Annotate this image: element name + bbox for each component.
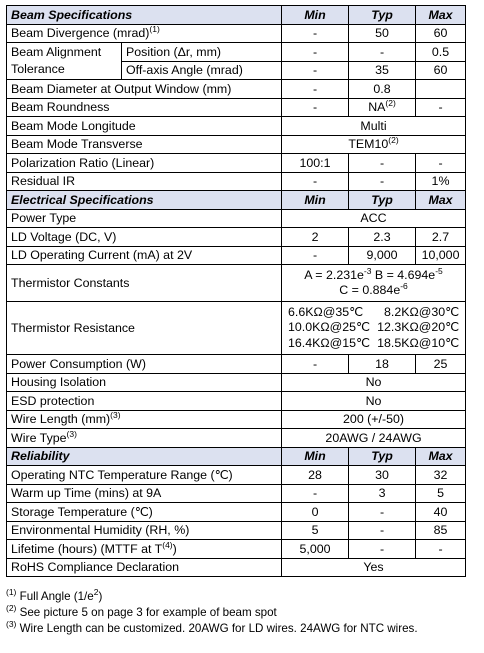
beam-section-header bbox=[7, 6, 466, 25]
table-row bbox=[7, 410, 466, 429]
footnote-mark: (1) bbox=[6, 587, 17, 598]
exponent: -6 bbox=[400, 280, 408, 291]
table-row bbox=[7, 521, 466, 540]
constant-a: A = 2.231e bbox=[304, 267, 364, 282]
max-value: 60 bbox=[416, 24, 466, 43]
row-label: Beam Alignment Tolerance bbox=[7, 43, 122, 80]
resistance-point: 10.0KΩ@25℃ bbox=[288, 320, 370, 335]
spanned-value bbox=[282, 135, 466, 154]
min-value: - bbox=[282, 172, 349, 191]
table-row bbox=[7, 246, 466, 265]
row-label: LD Voltage (DC, V) bbox=[7, 228, 282, 247]
max-value: 10,000 bbox=[416, 246, 466, 265]
row-label: Housing Isolation bbox=[7, 373, 282, 392]
row-label: Thermistor Resistance bbox=[7, 302, 282, 355]
typ-value: 35 bbox=[349, 61, 416, 80]
spanned-value: 20AWG / 24AWG bbox=[282, 429, 466, 448]
footnote-mark: (1) bbox=[149, 24, 160, 35]
sub-label: Off-axis Angle (mrad) bbox=[122, 61, 282, 80]
row-label: Operating NTC Temperature Range (℃) bbox=[7, 466, 282, 485]
max-value: 25 bbox=[416, 355, 466, 374]
label-text: Lifetime (hours) (MTTF at T bbox=[11, 541, 163, 556]
min-value: 5 bbox=[282, 521, 349, 540]
table-row bbox=[7, 355, 466, 374]
spanned-value: 200 (+/-50) bbox=[282, 410, 466, 429]
max-value: 0.5 bbox=[416, 43, 466, 62]
max-column-header: Max bbox=[416, 447, 466, 466]
row-label: ESD protection bbox=[7, 392, 282, 411]
row-label: Thermistor Constants bbox=[7, 265, 282, 302]
min-value: 0 bbox=[282, 503, 349, 522]
min-value: - bbox=[282, 484, 349, 503]
footnote-text: Wire Length can be customized. 20AWG for LD wires. 24AWG for NTC wires. bbox=[16, 622, 418, 635]
row-label: Residual IR bbox=[7, 172, 282, 191]
row-label bbox=[7, 410, 282, 429]
resistance-line bbox=[286, 336, 461, 352]
min-value: - bbox=[282, 43, 349, 62]
reliability-section-title: Reliability bbox=[7, 447, 282, 466]
label-text: Wire Length (mm) bbox=[11, 412, 111, 427]
footnotes bbox=[6, 589, 418, 637]
constants-line-c bbox=[286, 280, 461, 299]
beam-section-title: Beam Specifications bbox=[7, 6, 282, 25]
footnote-text-end: ) bbox=[98, 590, 103, 603]
min-value: - bbox=[282, 24, 349, 43]
typ-value: - bbox=[349, 172, 416, 191]
label-text-end: ) bbox=[172, 541, 177, 556]
resistance-point: 18.5KΩ@10℃ bbox=[377, 335, 460, 350]
spanned-value: Multi bbox=[282, 117, 466, 136]
row-label: Warm up Time (mins) at 9A bbox=[7, 484, 282, 503]
typ-value bbox=[349, 98, 416, 117]
max-value bbox=[416, 80, 466, 99]
max-value: - bbox=[416, 154, 466, 173]
typ-value: - bbox=[349, 43, 416, 62]
row-label bbox=[7, 540, 282, 559]
row-label bbox=[7, 429, 282, 448]
exponent: -5 bbox=[435, 265, 443, 276]
table-row bbox=[7, 135, 466, 154]
row-label: Beam Diameter at Output Window (mm) bbox=[7, 80, 282, 99]
footnote-mark: (3) bbox=[66, 428, 77, 439]
max-value: 32 bbox=[416, 466, 466, 485]
table-row bbox=[7, 392, 466, 411]
sub-label: Position (Δr, mm) bbox=[122, 43, 282, 62]
min-value: 100:1 bbox=[282, 154, 349, 173]
max-value: 85 bbox=[416, 521, 466, 540]
resistance-line bbox=[286, 305, 461, 321]
resistance-point: 6.6KΩ@35℃ bbox=[288, 304, 364, 319]
footnote-mark: (3) bbox=[110, 410, 121, 421]
min-column-header: Min bbox=[282, 191, 349, 210]
label-text: Wire Type bbox=[11, 430, 67, 445]
table-row bbox=[7, 540, 466, 559]
table-row bbox=[7, 117, 466, 136]
min-value: - bbox=[282, 246, 349, 265]
typ-value: 18 bbox=[349, 355, 416, 374]
max-value: 2.7 bbox=[416, 228, 466, 247]
min-value: - bbox=[282, 355, 349, 374]
row-label bbox=[7, 24, 282, 43]
typ-value: - bbox=[349, 503, 416, 522]
footnote-2 bbox=[6, 605, 418, 621]
typ-value: 3 bbox=[349, 484, 416, 503]
row-label: Storage Temperature (℃) bbox=[7, 503, 282, 522]
row-label: Power Type bbox=[7, 209, 282, 228]
row-label: Beam Roundness bbox=[7, 98, 282, 117]
electrical-section-title: Electrical Specifications bbox=[7, 191, 282, 210]
resistance-point: 12.3KΩ@20℃ bbox=[377, 320, 460, 335]
resistance-point: 16.4KΩ@15℃ bbox=[288, 335, 370, 350]
max-column-header: Max bbox=[416, 191, 466, 210]
typ-value: 50 bbox=[349, 24, 416, 43]
row-label: LD Operating Current (mA) at 2V bbox=[7, 246, 282, 265]
table-row bbox=[7, 265, 466, 302]
min-value: 5,000 bbox=[282, 540, 349, 559]
electrical-section-header bbox=[7, 191, 466, 210]
max-value: 5 bbox=[416, 484, 466, 503]
footnote-text: See picture 5 on page 3 for example of beam spot bbox=[16, 606, 277, 619]
typ-value: 2.3 bbox=[349, 228, 416, 247]
reliability-section-header bbox=[7, 447, 466, 466]
row-label: Beam Mode Transverse bbox=[7, 135, 282, 154]
constant-c: C = 0.884e bbox=[339, 283, 401, 297]
row-label: Environmental Humidity (RH, %) bbox=[7, 521, 282, 540]
typ-value: 9,000 bbox=[349, 246, 416, 265]
table-row bbox=[7, 302, 466, 355]
table-row bbox=[7, 429, 466, 448]
max-value: - bbox=[416, 540, 466, 559]
thermistor-resistance-value bbox=[282, 302, 466, 355]
spanned-value: No bbox=[282, 373, 466, 392]
min-value: 28 bbox=[282, 466, 349, 485]
table-row bbox=[7, 80, 466, 99]
typ-value: - bbox=[349, 540, 416, 559]
footnote-mark: (2) bbox=[388, 135, 399, 146]
footnote-1 bbox=[6, 589, 418, 605]
table-row bbox=[7, 373, 466, 392]
table-row bbox=[7, 43, 466, 62]
footnote-mark: (4) bbox=[162, 539, 173, 550]
max-value: - bbox=[416, 98, 466, 117]
spanned-value: Yes bbox=[282, 558, 466, 577]
typ-value: 0.8 bbox=[349, 80, 416, 99]
table-row bbox=[7, 466, 466, 485]
footnote-mark: (3) bbox=[6, 619, 17, 630]
typ-value: - bbox=[349, 154, 416, 173]
row-label: Beam Mode Longitude bbox=[7, 117, 282, 136]
min-column-header: Min bbox=[282, 6, 349, 25]
table-row bbox=[7, 98, 466, 117]
value-text: NA bbox=[368, 100, 386, 115]
footnote-mark: (2) bbox=[6, 603, 17, 614]
min-value: - bbox=[282, 61, 349, 80]
table-row bbox=[7, 558, 466, 577]
min-value: - bbox=[282, 80, 349, 99]
max-value: 1% bbox=[416, 172, 466, 191]
row-label: Polarization Ratio (Linear) bbox=[7, 154, 282, 173]
typ-column-header: Typ bbox=[349, 447, 416, 466]
footnote-mark: (2) bbox=[385, 98, 396, 109]
row-label: RoHS Compliance Declaration bbox=[7, 558, 282, 577]
constants-line-ab bbox=[286, 265, 461, 284]
min-value: - bbox=[282, 98, 349, 117]
max-column-header: Max bbox=[416, 6, 466, 25]
table-row bbox=[7, 209, 466, 228]
min-value: 2 bbox=[282, 228, 349, 247]
typ-column-header: Typ bbox=[349, 6, 416, 25]
max-value: 60 bbox=[416, 61, 466, 80]
typ-value: 30 bbox=[349, 466, 416, 485]
typ-column-header: Typ bbox=[349, 191, 416, 210]
thermistor-constants-value bbox=[282, 265, 466, 302]
spec-table bbox=[6, 5, 466, 577]
table-row bbox=[7, 154, 466, 173]
constant-b: B = 4.694e bbox=[371, 267, 436, 282]
row-label: Power Consumption (W) bbox=[7, 355, 282, 374]
label-text: Beam Divergence (mrad) bbox=[11, 26, 150, 41]
table-row bbox=[7, 172, 466, 191]
table-row bbox=[7, 503, 466, 522]
table-row bbox=[7, 484, 466, 503]
footnote-text: Full Angle (1/e bbox=[16, 590, 94, 603]
footnote-3 bbox=[6, 621, 418, 637]
spanned-value: No bbox=[282, 392, 466, 411]
table-row bbox=[7, 24, 466, 43]
typ-value: - bbox=[349, 521, 416, 540]
value-text: TEM10 bbox=[348, 137, 389, 152]
max-value: 40 bbox=[416, 503, 466, 522]
resistance-point: 8.2KΩ@30℃ bbox=[383, 304, 460, 319]
min-column-header: Min bbox=[282, 447, 349, 466]
exponent: -3 bbox=[363, 265, 372, 276]
exponent: 2 bbox=[93, 587, 99, 598]
table-row bbox=[7, 228, 466, 247]
resistance-line bbox=[286, 320, 461, 336]
spanned-value: ACC bbox=[282, 209, 466, 228]
